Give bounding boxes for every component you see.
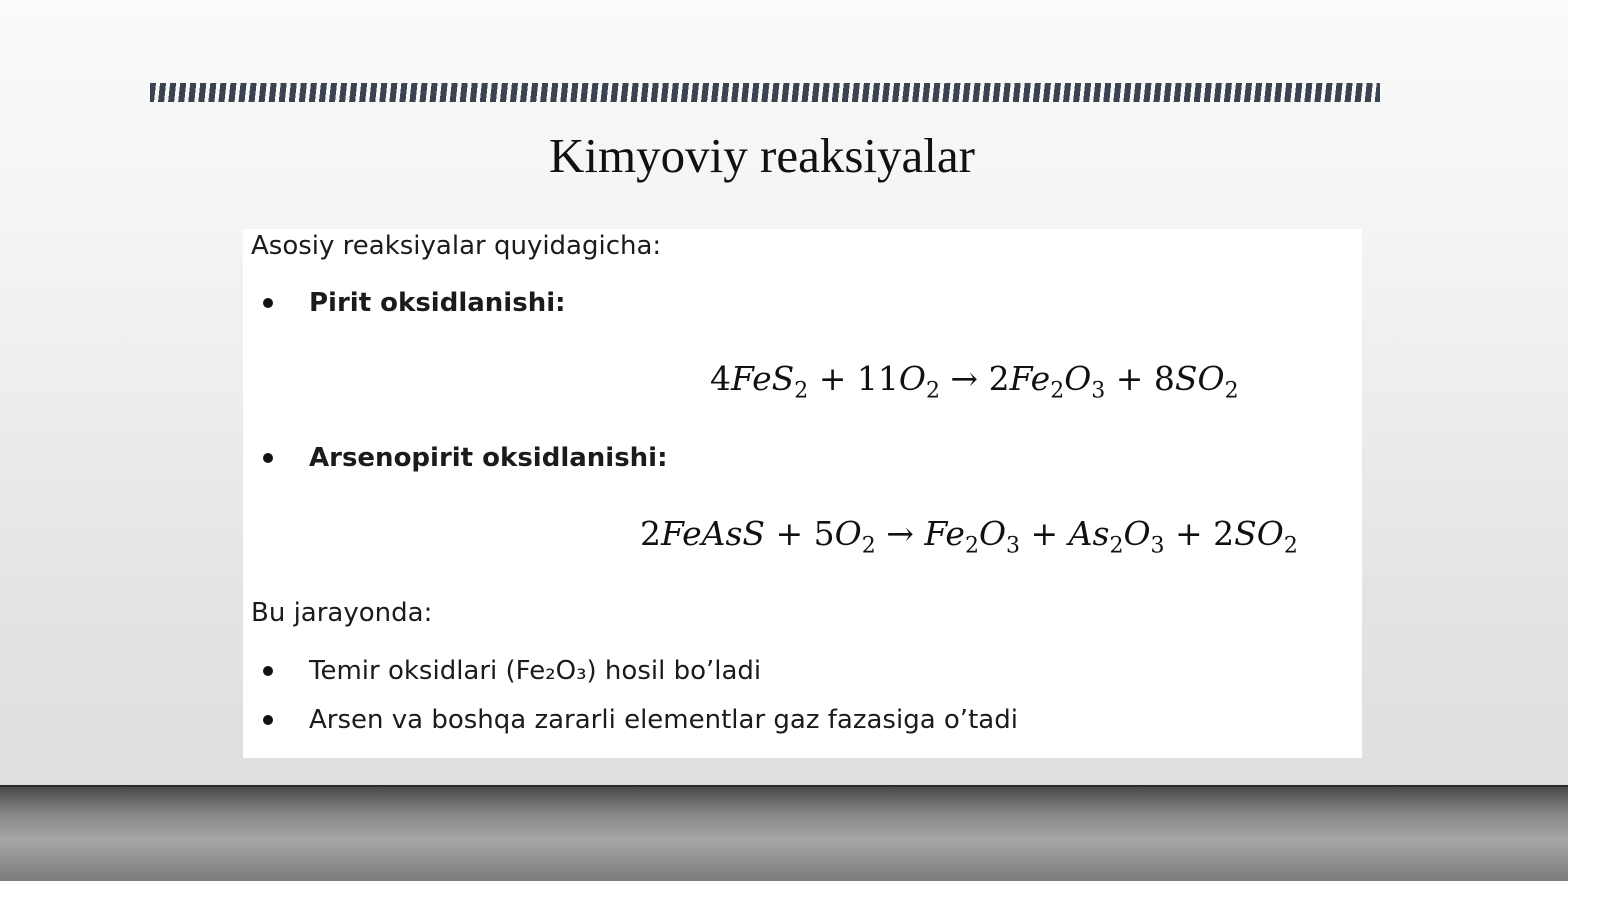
intro-text: Asosiy reaksiyalar quyidagicha: bbox=[251, 231, 662, 261]
content-box bbox=[243, 229, 1362, 758]
bullet-item-arsenopirit bbox=[263, 441, 668, 475]
equation-pirit: $4FeS_2 + 11O_2 \to 2Fe_2O_3 + 8SO_2$ bbox=[710, 359, 1239, 404]
bullet-item-arsenic-gas bbox=[263, 703, 1018, 737]
bullet-icon bbox=[263, 453, 273, 463]
footer-texture-band bbox=[0, 785, 1568, 881]
bullet-item-pirit bbox=[263, 286, 566, 320]
decorative-stripe bbox=[150, 83, 1380, 102]
bullet-label: Pirit oksidlanishi: bbox=[309, 288, 566, 318]
equation-arsenopirit: 2FeAsS + $5O_2 \to Fe_2O_3 + As_2O_3 + 2SO_2$ bbox=[640, 514, 1298, 559]
bullet-label: Temir oksidlari (Fe₂O₃) hosil bo’ladi bbox=[309, 656, 762, 686]
bullet-icon bbox=[263, 666, 273, 676]
slide-title: Kimyoviy reaksiyalar bbox=[549, 128, 975, 183]
bullet-icon bbox=[263, 715, 273, 725]
bullet-label: Arsenopirit oksidlanishi: bbox=[309, 443, 668, 473]
bullet-label: Arsen va boshqa zararli elementlar gaz fazasiga o’tadi bbox=[309, 705, 1018, 735]
process-heading: Bu jarayonda: bbox=[251, 598, 433, 628]
bullet-icon bbox=[263, 298, 273, 308]
bullet-item-iron-oxides bbox=[263, 654, 761, 688]
